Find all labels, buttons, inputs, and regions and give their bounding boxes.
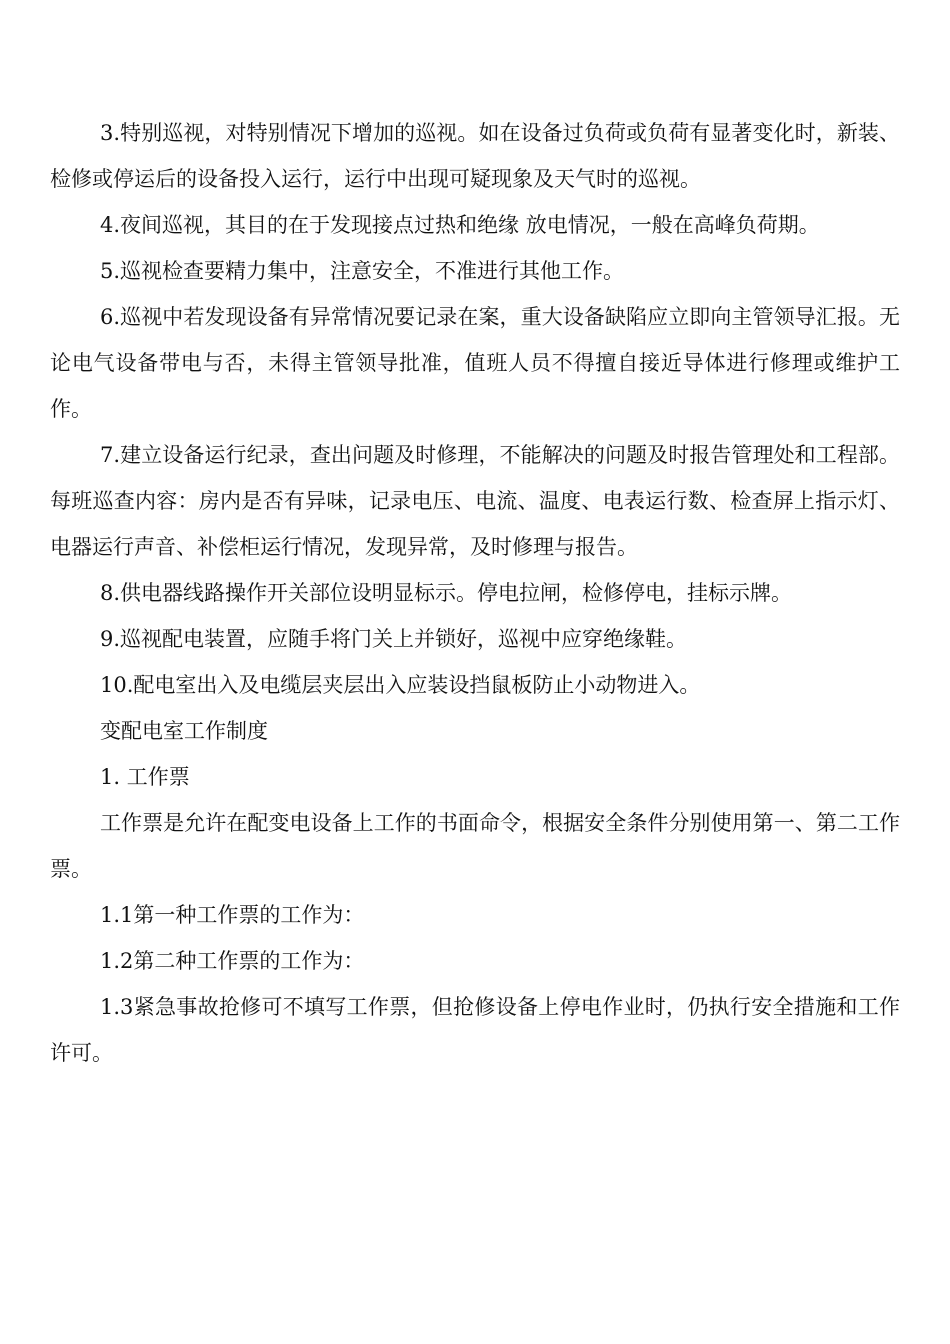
paragraph-work-ticket-definition: 工作票是允许在配变电设备上工作的书面命令，根据安全条件分别使用第一、第二工作票。 — [50, 811, 900, 881]
paragraph-abnormal-report: 6.巡视中若发现设备有异常情况要记录在案，重大设备缺陷应立即向主管领导汇报。无论电气设备带电与否，未得主管领导批准，值班人员不得擅自接近导体进行修理或维护工作。 — [50, 305, 900, 421]
document-page — [50, 110, 900, 1076]
paragraph-emergency-repair: 1.3紧急事故抢修可不填写工作票，但抢修设备上停电作业时，仍执行安全措施和工作许可。 — [50, 995, 900, 1065]
paragraph-switch-marking: 8.供电器线路操作开关部位设明显标示。停电拉闸，检修停电，挂标示牌。 — [100, 581, 793, 605]
paragraph-night-inspection: 4.夜间巡视，其目的在于发现接点过热和绝缘 放电情况，一般在高峰负荷期。 — [100, 213, 820, 237]
paragraph-rodent-board: 10.配电室出入及电缆层夹层出入应装设挡鼠板防止小动物进入。 — [100, 673, 701, 697]
paragraph-door-lock: 9.巡视配电装置，应随手将门关上并锁好，巡视中应穿绝缘鞋。 — [100, 627, 688, 651]
paragraph-special-inspection: 3.特别巡视，对特别情况下增加的巡视。如在设备过负荷或负荷有显著变化时，新装、检修或停运后的设备投入运行，运行中出现可疑现象及天气时的巡视。 — [50, 121, 900, 191]
paragraph-first-ticket: 1.1第一种工作票的工作为： — [100, 903, 365, 927]
paragraph-second-ticket: 1.2第二种工作票的工作为： — [100, 949, 365, 973]
paragraph-operation-record: 7.建立设备运行纪录，查出问题及时修理，不能解决的问题及时报告管理处和工程部。每班巡查内容：房内是否有异味，记录电压、电流、温度、电表运行数、检查屏上指示灯、电器运行声音、补偿柜运行情况，发现异常，及时修理与报告。 — [50, 443, 900, 559]
section-heading: 变配电室工作制度 — [100, 719, 268, 743]
paragraph-focus-safety: 5.巡视检查要精力集中，注意安全，不准进行其他工作。 — [100, 259, 625, 283]
subsection-heading-work-ticket: 1. 工作票 — [100, 765, 190, 789]
